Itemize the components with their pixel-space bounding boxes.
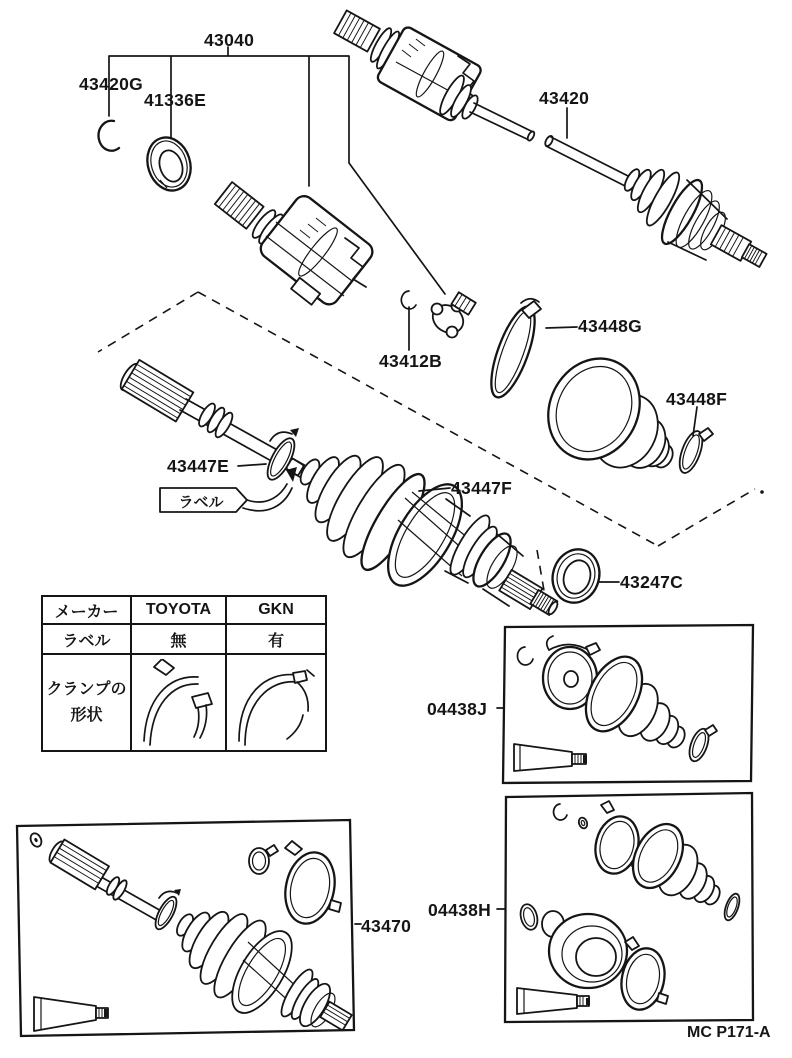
part-label-04438H: 04438H: [428, 900, 492, 920]
deflector-43247C-part: [546, 543, 619, 609]
maker-comparison-table: [41, 595, 327, 752]
inboard-boot-part: [531, 343, 676, 479]
drawing-code: MC P171-A: [687, 1024, 771, 1041]
part-label-43412B: 43412B: [379, 351, 443, 371]
table-header-row: [42, 596, 326, 624]
part-label-43448F: 43448F: [666, 389, 728, 409]
table-clamp-shape-row: [42, 654, 326, 751]
table-cell-toyota: TOYOTA: [131, 596, 226, 624]
shaft-kit-43470-part: [17, 820, 361, 1036]
label-tag-text: ラベル: [178, 494, 224, 511]
table-cell-clamp-shape-rowhead: クランプの形状: [42, 654, 131, 751]
tripod-spider-43412B-part: [401, 291, 475, 350]
part-label-43247C: 43247C: [620, 572, 684, 592]
part-label-04438J: 04438J: [427, 699, 488, 719]
drive-shaft-assembly-43420-part: [334, 10, 767, 267]
table-cell-label-gkn: 有: [226, 624, 326, 654]
table-cell-clamp-toyota: [131, 654, 226, 751]
boot-kit-04438J-part: [497, 625, 753, 783]
boot-kit-04438H-part: [497, 793, 753, 1022]
table-label-row: [42, 624, 326, 654]
part-label-43447F: 43447F: [451, 478, 513, 498]
part-label-43447E: 43447E: [167, 456, 230, 476]
gkn-clamp-sketch: [231, 659, 321, 747]
table-cell-label-rowhead: ラベル: [42, 624, 131, 654]
part-label-43040: 43040: [204, 30, 255, 50]
part-label-43420: 43420: [539, 88, 590, 108]
part-label-43470: 43470: [361, 916, 412, 936]
oil-seal-41336E-part: [141, 132, 198, 196]
table-cell-label-toyota: 無: [131, 624, 226, 654]
part-label-43420G: 43420G: [79, 74, 144, 94]
snap-ring-43420G-part: [99, 121, 119, 151]
part-label-41336E: 41336E: [144, 90, 207, 110]
table-cell-gkn: GKN: [226, 596, 326, 624]
toyota-clamp-sketch: [136, 659, 222, 747]
inboard-joint-housing-part: [215, 182, 377, 308]
boot-clamp-43448F-part: [675, 407, 713, 476]
part-label-43448G: 43448G: [578, 316, 643, 336]
table-cell-maker-label: メーカー: [42, 596, 131, 624]
table-cell-clamp-gkn: [226, 654, 326, 751]
